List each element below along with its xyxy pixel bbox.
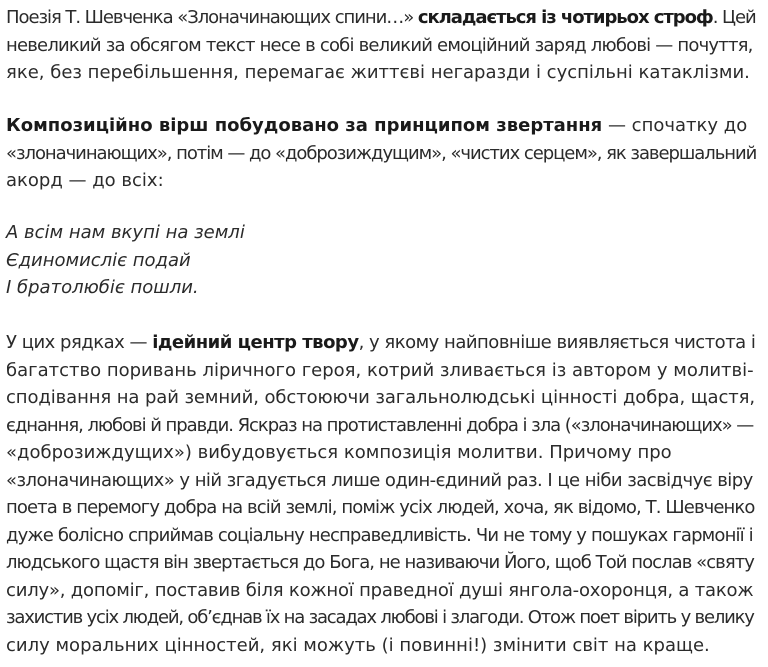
text-line: сподівання на рай земний, обстоюючи загальнолюдські цінності добра, щастя, <box>6 387 756 408</box>
text-line: людського щастя він звертається до Бога, не називаючи Його, щоб Той послав «святу <box>6 552 754 573</box>
text-line: «доброзиждущих») вибудовується композиція молитви. Причому про <box>6 442 672 463</box>
text-line <box>6 329 756 357</box>
text-line: єднання, любові й правди. Яскраз на протиставленні добра і зла («злоначинающих» — <box>6 414 754 436</box>
bold-phrase: Композиційно вірш побудовано за принципом звертання <box>6 115 603 136</box>
text-line: «злоначинающих» у ній згадується лише один-єдиний раз. І це ніби засвідчує віру <box>6 469 753 491</box>
text-line: «злоначинающих», потім — до «доброзиждущим», «чистих серцем», як завершальний <box>6 142 757 164</box>
bold-phrase: ідейний центр твору <box>152 332 359 353</box>
text-run: — спочатку до <box>602 115 748 136</box>
text-run: У цих рядках — <box>6 332 153 353</box>
text-line <box>6 112 756 140</box>
text-line: акорд — до всіх: <box>6 170 164 191</box>
paragraph-composition <box>6 112 756 195</box>
text-line: силу моральних цінностей, які можуть (і повинні!) змінити світ на краще. <box>6 634 710 656</box>
text-line <box>6 4 756 32</box>
poem-line: Єдиномисліє подай <box>6 249 191 271</box>
text-line: захистив усіх людей, об’єднав їх на засадах любові і злагоди. Отож поет вірить у велику <box>6 607 754 628</box>
text-run: . Цей <box>712 7 756 28</box>
poem-quote <box>6 219 756 302</box>
text-line: невеликий за обсягом текст несе в собі великий емоційний заряд любові — почуття, <box>6 34 753 56</box>
paragraph-intro <box>6 4 756 87</box>
paragraph-idea <box>6 329 756 659</box>
text-run: Поезія Т. Шевченка «Злоначинающих спини…» <box>6 7 418 28</box>
text-run: , у якому найповніше виявляється чистота і <box>358 332 756 353</box>
bold-phrase: складається із чотирьох строф <box>417 7 713 28</box>
poem-line: І братолюбіє пошли. <box>6 277 199 298</box>
text-line: яке, без перебільшення, перемагає життєві негаразди і суспільні катаклізми. <box>6 62 750 83</box>
poem-line: А всім нам вкупі на землі <box>6 222 245 243</box>
text-line: дуже болісно сприймав соціальну несправедливість. Чи не тому у пошуках гармонії і <box>6 524 753 546</box>
text-line: силу», допоміг, поставив біля кожної праведної душі янгола-охоронця, а також <box>6 579 754 601</box>
text-line: поета в перемогу добра на всій землі, поміж усіх людей, хоча, як відомо, Т. Шевченко <box>6 497 755 518</box>
text-line: багатство поривань ліричного героя, котрий зливається із автором у молитві- <box>6 359 754 381</box>
